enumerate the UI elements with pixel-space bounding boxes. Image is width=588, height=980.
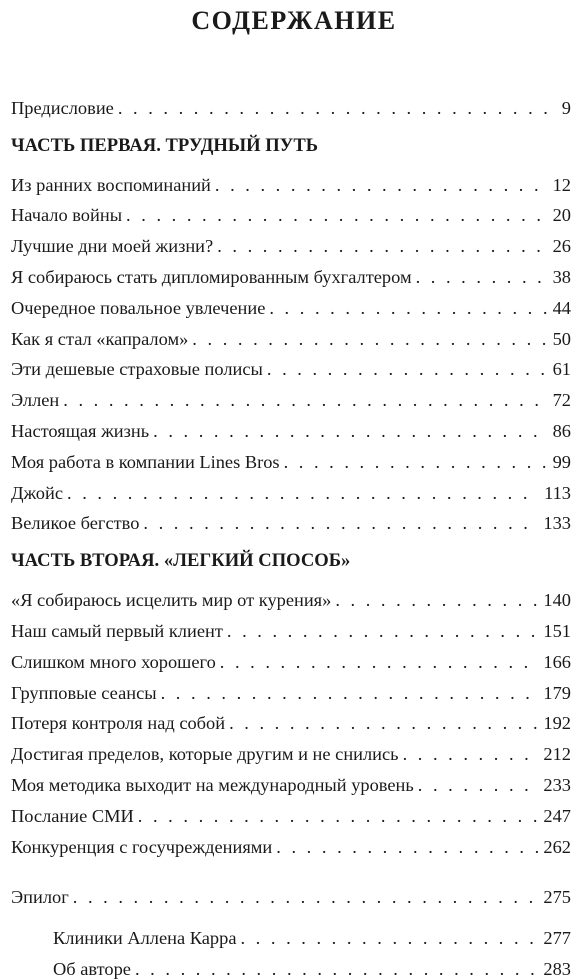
toc-entry-label: Эти дешевые страховые полисы <box>11 359 263 380</box>
page-title: СОДЕРЖАНИЕ <box>191 6 397 35</box>
toc-entry[interactable] <box>11 704 571 735</box>
toc-entry-label: Начало войны <box>11 205 123 226</box>
toc-page-number: 247 <box>543 805 571 826</box>
toc-entry[interactable] <box>11 642 571 673</box>
toc-page-number: 262 <box>543 836 571 857</box>
toc-page-number: 212 <box>543 744 571 765</box>
dot-leader <box>284 451 548 473</box>
toc-page-number: 151 <box>543 620 571 641</box>
dot-leader <box>227 620 539 642</box>
dot-leader <box>229 712 538 734</box>
dot-leader <box>161 682 539 704</box>
toc-entry-label: Очередное повальное увлечение <box>11 297 266 318</box>
part-two-entries <box>11 580 571 857</box>
dot-leader <box>73 886 539 908</box>
toc-page-number: 44 <box>552 297 571 318</box>
toc-page-number: 99 <box>552 451 571 472</box>
toc-entry-label: Из ранних воспоминаний <box>11 174 211 195</box>
toc-entry-label: Слишком много хорошего <box>11 651 216 672</box>
toc-entry-label: Конкуренция с госучреждениями <box>11 836 273 857</box>
part-one-heading: ЧАСТЬ ПЕРВАЯ. ТРУДНЫЙ ПУТЬ <box>11 134 319 156</box>
toc-entry-label: Джойс <box>11 482 63 503</box>
toc-page-number: 50 <box>552 328 571 349</box>
toc-page-number: 113 <box>544 482 571 503</box>
toc-entry-label: Эллен <box>11 390 60 411</box>
dot-leader <box>403 743 539 765</box>
toc-page-number: 12 <box>552 174 571 195</box>
dot-leader <box>135 958 538 980</box>
table-of-contents <box>11 88 571 980</box>
toc-entry-label: Как я стал «капралом» <box>11 328 189 349</box>
spacer <box>11 908 571 918</box>
toc-page-number: 140 <box>543 590 571 611</box>
toc-entry[interactable] <box>11 442 571 473</box>
dot-leader <box>192 328 547 350</box>
toc-entry[interactable] <box>11 196 571 227</box>
toc-entry-appendix[interactable] <box>11 949 571 980</box>
dot-leader <box>335 589 538 611</box>
toc-entry[interactable] <box>11 796 571 827</box>
toc-entry-label: Клиники Аллена Карра <box>53 928 237 949</box>
toc-entry[interactable] <box>11 288 571 319</box>
toc-entry-label: Настоящая жизнь <box>11 420 150 441</box>
toc-page-number: 233 <box>543 774 571 795</box>
dot-leader <box>126 204 548 226</box>
toc-entry-label: Великое бегство <box>11 513 140 534</box>
toc-entry-label: Потеря контроля над собой <box>11 713 226 734</box>
toc-entry-label: Я собираюсь стать дипломированным бухгалтером <box>11 266 412 287</box>
toc-entry[interactable] <box>11 226 571 257</box>
toc-entry[interactable] <box>11 165 571 196</box>
dot-leader <box>220 651 539 673</box>
toc-entry-preface[interactable] <box>11 88 571 119</box>
dot-leader <box>240 927 538 949</box>
toc-entry[interactable] <box>11 257 571 288</box>
dot-leader <box>276 836 538 858</box>
toc-entry-epilogue[interactable] <box>11 878 571 909</box>
dot-leader <box>143 512 538 534</box>
toc-page-number: 179 <box>543 682 571 703</box>
dot-leader <box>418 774 539 796</box>
part-two-heading: ЧАСТЬ ВТОРАЯ. «ЛЕГКИЙ СПОСОБ» <box>11 550 351 572</box>
toc-entry-label: Групповые сеансы <box>11 682 157 703</box>
toc-entry[interactable] <box>11 611 571 642</box>
toc-page-number: 277 <box>543 928 571 949</box>
spacer <box>11 858 571 878</box>
toc-page-number: 166 <box>543 651 571 672</box>
toc-entry[interactable] <box>11 319 571 350</box>
dot-leader <box>67 482 539 504</box>
toc-page-number: 61 <box>552 359 571 380</box>
toc-entry[interactable] <box>11 580 571 611</box>
toc-entry[interactable] <box>11 673 571 704</box>
toc-entry[interactable] <box>11 765 571 796</box>
toc-page-number: 133 <box>543 513 571 534</box>
toc-entry[interactable] <box>11 411 571 442</box>
toc-entry[interactable] <box>11 350 571 381</box>
toc-page-number: 72 <box>552 390 571 411</box>
toc-entry-appendix[interactable] <box>11 918 571 949</box>
toc-page-number: 86 <box>552 420 571 441</box>
dot-leader <box>215 174 548 196</box>
toc-entry-label: Достигая пределов, которые другим и не снились <box>11 744 399 765</box>
dot-leader <box>153 420 547 442</box>
dot-leader <box>138 805 539 827</box>
toc-page-number: 38 <box>552 266 571 287</box>
toc-entry-label: «Я собираюсь исцелить мир от курения» <box>11 590 332 611</box>
dot-leader <box>217 235 547 257</box>
toc-entry-label: Эпилог <box>11 887 69 908</box>
toc-entry[interactable] <box>11 473 571 504</box>
toc-page-number: 192 <box>543 713 571 734</box>
dot-leader <box>269 297 547 319</box>
toc-entry-label: Послание СМИ <box>11 805 134 826</box>
toc-entry[interactable] <box>11 380 571 411</box>
toc-entry[interactable] <box>11 827 571 858</box>
toc-page-number: 275 <box>543 887 571 908</box>
dot-leader <box>63 389 547 411</box>
dot-leader <box>416 266 548 288</box>
toc-entry-label: Моя методика выходит на международный уровень <box>11 774 414 795</box>
dot-leader <box>118 97 557 119</box>
dot-leader <box>267 358 548 380</box>
toc-page-number: 9 <box>561 97 571 118</box>
toc-entry-label: Предисловие <box>11 97 114 118</box>
toc-entry[interactable] <box>11 504 571 535</box>
toc-entry[interactable] <box>11 734 571 765</box>
toc-page-number: 283 <box>543 958 571 979</box>
toc-entry-label: Лучшие дни моей жизни? <box>11 236 214 257</box>
toc-entry-label: Наш самый первый клиент <box>11 620 223 641</box>
toc-entry-label: Об авторе <box>53 958 131 979</box>
toc-page-number: 26 <box>552 236 571 257</box>
toc-page-number: 20 <box>552 205 571 226</box>
part-one-entries <box>11 165 571 535</box>
toc-entry-label: Моя работа в компании Lines Bros <box>11 451 280 472</box>
